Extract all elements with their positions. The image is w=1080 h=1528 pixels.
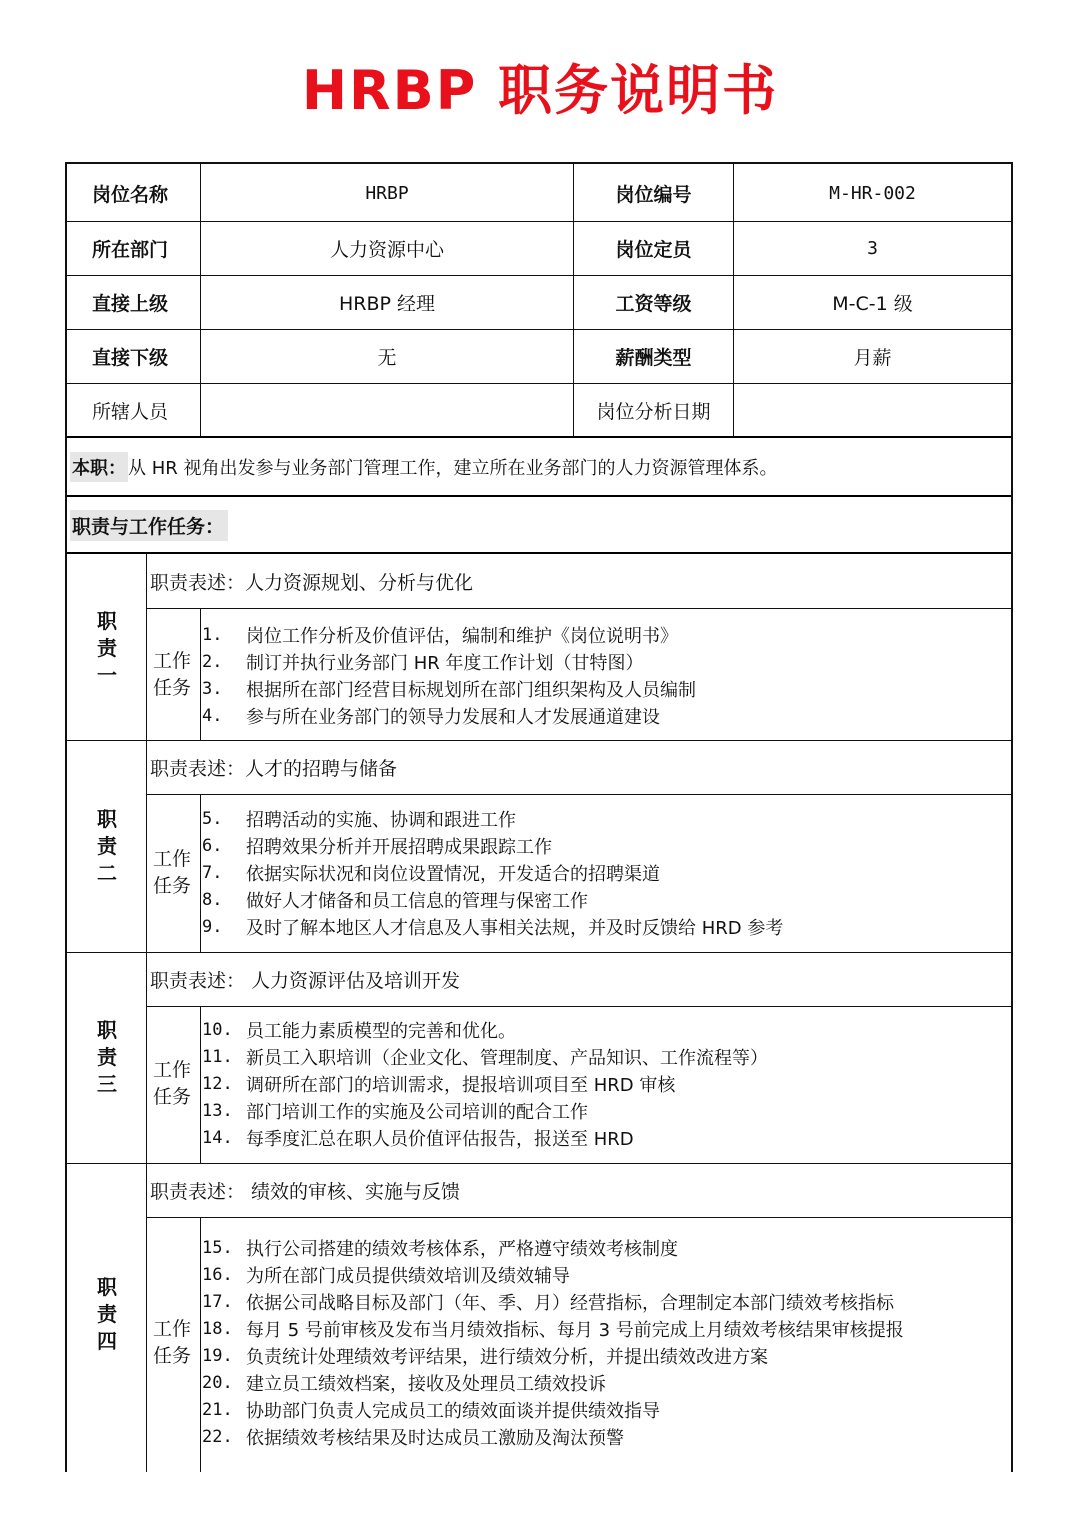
task-item [202, 805, 516, 832]
task-item [202, 1097, 588, 1124]
task-text: 做好人才储备和员工信息的管理与保密工作 [246, 890, 588, 912]
task-number: 15. [202, 1237, 233, 1258]
task-text: 员工能力素质模型的完善和优化。 [246, 1020, 516, 1042]
grid-line [67, 436, 1011, 438]
grid-line [147, 1217, 1011, 1218]
task-item [202, 1369, 606, 1396]
task-number: 12. [202, 1073, 233, 1094]
duty-statement: 职责表述：人力资源规划、分析与优化 [150, 572, 474, 594]
label-subordinate: 直接下级 [92, 347, 169, 369]
task-number: 6. [202, 835, 223, 856]
task-item [202, 621, 678, 648]
task-item [202, 1261, 570, 1288]
value-department: 人力资源中心 [329, 239, 444, 261]
task-item [202, 648, 643, 675]
task-number: 20. [202, 1372, 233, 1393]
task-item [202, 1070, 675, 1097]
value-position-name: HRBP [365, 183, 409, 204]
task-item [202, 1234, 678, 1261]
task-text: 为所在部门成员提供绩效培训及绩效辅导 [246, 1265, 570, 1287]
task-number: 5. [202, 808, 223, 829]
task-text: 执行公司搭建的绩效考核体系，严格遵守绩效考核制度 [246, 1238, 678, 1260]
label-department: 所在部门 [92, 239, 169, 261]
duty-name [92, 1274, 122, 1355]
grid-line [146, 554, 147, 1472]
label-managed-staff: 所辖人员 [92, 400, 169, 423]
label-position-code: 岗位编号 [615, 184, 692, 206]
task-item [202, 913, 783, 940]
grid-line [147, 794, 1011, 795]
task-number: 10. [202, 1019, 233, 1040]
task-text: 负责统计处理绩效考评结果，进行绩效分析，并提出绩效改进方案 [246, 1346, 768, 1368]
task-label: 工作 任务 [152, 848, 191, 897]
grid-line [147, 1006, 1011, 1007]
task-number: 2. [202, 651, 223, 672]
task-number: 4. [202, 705, 223, 726]
task-item [202, 675, 696, 702]
label-position-name: 岗位名称 [92, 184, 169, 206]
task-number: 8. [202, 889, 223, 910]
duty-name-text: 职 责 四 [97, 1275, 117, 1353]
task-text: 及时了解本地区人才信息及人事相关法规，并及时反馈给 HRD 参考 [246, 917, 784, 939]
value-salary-type: 月薪 [853, 347, 892, 369]
task-number: 18. [202, 1318, 233, 1339]
task-number: 21. [202, 1399, 233, 1420]
task-item [202, 1423, 624, 1450]
task-item [202, 1124, 634, 1151]
task-text: 招聘效果分析并开展招聘成果跟踪工作 [246, 836, 552, 858]
duty-name-text: 职 责 二 [97, 807, 117, 885]
task-text: 新员工入职培训（企业文化、管理制度、产品知识、工作流程等） [246, 1047, 768, 1069]
duty-name [92, 806, 122, 887]
task-label: 工作 任务 [152, 650, 191, 699]
task-number: 3. [202, 678, 223, 699]
value-subordinate: 无 [377, 347, 397, 369]
mission-row [70, 440, 777, 494]
duty-name-text: 职 责 一 [97, 609, 117, 687]
value-supervisor: HRBP 经理 [338, 293, 436, 315]
label-headcount: 岗位定员 [615, 239, 692, 261]
value-analysis-date [734, 384, 1011, 436]
task-text: 调研所在部门的培训需求，提报培训项目至 HRD 审核 [246, 1074, 676, 1096]
mission-label: 本职： [70, 452, 128, 482]
task-item [202, 1342, 768, 1369]
task-item [202, 1016, 516, 1043]
task-text: 制订并执行业务部门 HR 年度工作计划（甘特图） [246, 652, 644, 674]
value-managed-staff [201, 384, 573, 436]
task-text: 依据实际状况和岗位设置情况，开发适合的招聘渠道 [246, 863, 660, 885]
mission-text: 从 HR 视角出发参与业务部门管理工作，建立所在业务部门的人力资源管理体系。 [128, 458, 778, 479]
task-item [202, 859, 660, 886]
task-number: 17. [202, 1291, 233, 1312]
value-pay-grade: M-C-1 级 [832, 293, 913, 315]
task-number: 19. [202, 1345, 233, 1366]
grid-line [200, 1218, 201, 1472]
grid-line [147, 608, 1011, 609]
duty-statement: 职责表述： 人力资源评估及培训开发 [150, 970, 461, 992]
duty-name-text: 职 责 三 [97, 1018, 117, 1096]
grid-line [67, 552, 1011, 554]
task-number: 11. [202, 1046, 233, 1067]
task-text: 根据所在部门经营目标规划所在部门组织架构及人员编制 [246, 679, 696, 701]
task-label: 工作 任务 [152, 1059, 191, 1108]
task-text: 每月 5 号前审核及发布当月绩效指标、每月 3 号前完成上月绩效考核结果审核提报 [246, 1319, 904, 1341]
task-item [202, 1396, 660, 1423]
task-number: 1. [202, 624, 223, 645]
label-supervisor: 直接上级 [92, 293, 169, 315]
label-salary-type: 薪酬类型 [615, 347, 692, 369]
task-number: 9. [202, 916, 223, 937]
label-analysis-date: 岗位分析日期 [596, 400, 711, 423]
task-number: 16. [202, 1264, 233, 1285]
task-item [202, 1288, 894, 1315]
task-number: 22. [202, 1426, 233, 1447]
duty-name [92, 608, 122, 689]
task-item [202, 886, 588, 913]
task-number: 13. [202, 1100, 233, 1121]
duty-statement: 职责表述： 绩效的审核、实施与反馈 [150, 1181, 461, 1203]
task-text: 依据绩效考核结果及时达成员工激励及淘汰预警 [246, 1427, 624, 1449]
value-position-code: M-HR-002 [829, 183, 916, 204]
task-text: 每季度汇总在职人员价值评估报告，报送至 HRD [246, 1128, 634, 1150]
task-text: 建立员工绩效档案，接收及处理员工绩效投诉 [246, 1373, 606, 1395]
task-text: 协助部门负责人完成员工的绩效面谈并提供绩效指导 [246, 1400, 660, 1422]
task-text: 依据公司战略目标及部门（年、季、月）经营指标，合理制定本部门绩效考核指标 [246, 1292, 894, 1314]
grid-line [200, 1007, 201, 1163]
duties-header [70, 498, 228, 552]
grid-line [67, 495, 1011, 497]
task-text: 部门培训工作的实施及公司培训的配合工作 [246, 1101, 588, 1123]
label-pay-grade: 工资等级 [615, 293, 692, 315]
grid-line [200, 795, 201, 952]
task-number: 14. [202, 1127, 233, 1148]
grid-line [200, 609, 201, 740]
page-title: HRBP 职务说明书 [301, 59, 779, 122]
duty-statement: 职责表述：人才的招聘与储备 [150, 758, 398, 780]
task-item [202, 1043, 768, 1070]
duty-name [92, 1017, 122, 1098]
task-number: 7. [202, 862, 223, 883]
task-text: 岗位工作分析及价值评估，编制和维护《岗位说明书》 [246, 625, 678, 647]
task-item [202, 832, 552, 859]
task-text: 招聘活动的实施、协调和跟进工作 [246, 809, 516, 831]
task-item [202, 1315, 904, 1342]
value-headcount: 3 [867, 238, 878, 259]
task-text: 参与所在业务部门的领导力发展和人才发展通道建设 [246, 706, 660, 728]
duties-header-text: 职责与工作任务： [70, 510, 228, 541]
task-label: 工作 任务 [152, 1318, 191, 1367]
task-item [202, 702, 660, 729]
